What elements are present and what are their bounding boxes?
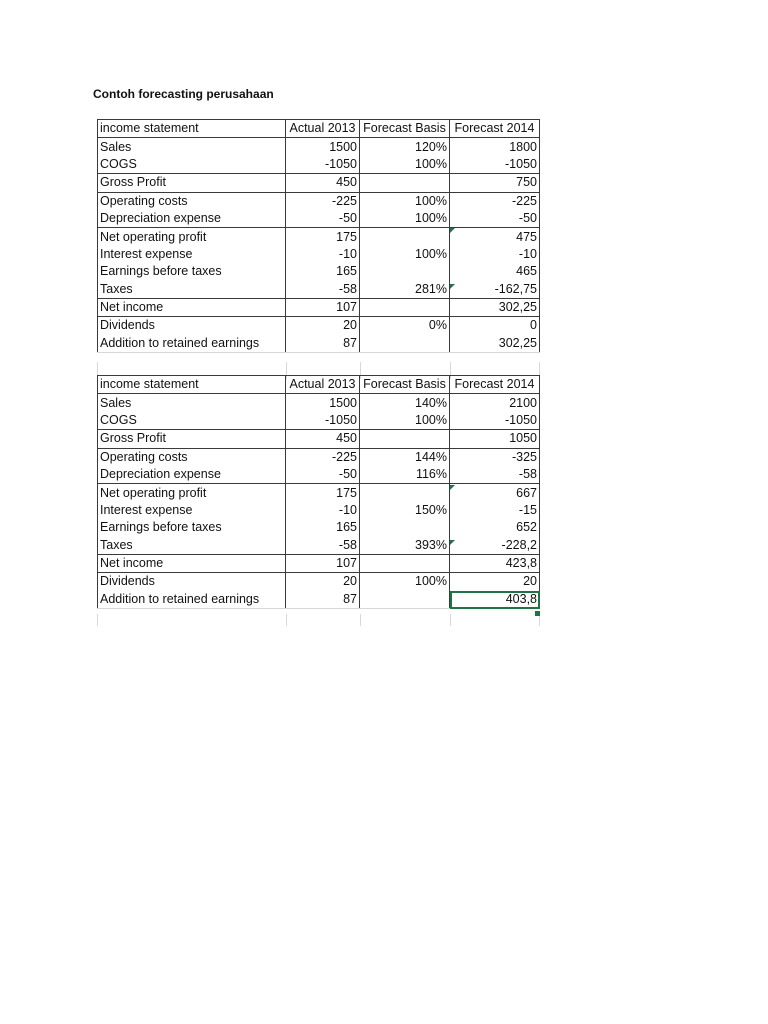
cell-label[interactable]: Earnings before taxes [98, 263, 286, 280]
cell-label[interactable]: Gross Profit [98, 174, 286, 192]
cell-actual-2013[interactable]: 165 [286, 519, 360, 536]
table-row [98, 210, 540, 228]
table-row [98, 591, 540, 609]
income-statement-table-2 [97, 375, 540, 609]
table-row [98, 554, 540, 572]
cell-actual-2013[interactable]: -50 [286, 466, 360, 484]
cell-forecast-2014[interactable]: -162,75 [450, 281, 540, 299]
cell-forecast-2014[interactable]: -325 [450, 448, 540, 466]
cell-forecast-basis[interactable] [360, 519, 450, 536]
cell-forecast-2014[interactable]: -50 [450, 210, 540, 228]
cell-actual-2013[interactable]: -50 [286, 210, 360, 228]
cell-forecast-basis[interactable]: 150% [360, 502, 450, 519]
cell-label[interactable]: Dividends [98, 573, 286, 591]
table-row [98, 228, 540, 246]
cell-forecast-basis[interactable] [360, 263, 450, 280]
cell-label[interactable]: Net income [98, 554, 286, 572]
cell-actual-2013[interactable]: 165 [286, 263, 360, 280]
cell-forecast-basis[interactable]: 0% [360, 317, 450, 335]
cell-label[interactable]: Depreciation expense [98, 466, 286, 484]
cell-forecast-2014[interactable]: 0 [450, 317, 540, 335]
cell-forecast-basis[interactable]: 100% [360, 246, 450, 263]
cell-actual-2013[interactable]: 87 [286, 335, 360, 353]
cell-forecast-2014[interactable]: 2100 [450, 394, 540, 412]
cell-label[interactable]: Interest expense [98, 502, 286, 519]
header-row [98, 120, 540, 138]
cell-forecast-2014[interactable]: -10 [450, 246, 540, 263]
cell-forecast-2014[interactable]: 475 [450, 228, 540, 246]
cell-forecast-2014[interactable]: 302,25 [450, 298, 540, 316]
cell-forecast-basis[interactable]: 100% [360, 210, 450, 228]
income-statement-table-1 [97, 119, 540, 353]
cell-forecast-2014[interactable]: 667 [450, 484, 540, 502]
table-row [98, 412, 540, 430]
cell-actual-2013[interactable]: -225 [286, 448, 360, 466]
cell-label[interactable]: Sales [98, 138, 286, 156]
cell-forecast-2014[interactable]: 1800 [450, 138, 540, 156]
table-row [98, 502, 540, 519]
cell-label[interactable]: Depreciation expense [98, 210, 286, 228]
cell-indicator-icon [450, 284, 455, 289]
cell-forecast-basis[interactable]: 393% [360, 537, 450, 555]
cell-actual-2013[interactable]: 1500 [286, 394, 360, 412]
cell-forecast-basis[interactable]: 100% [360, 192, 450, 210]
cell-forecast-2014[interactable]: 465 [450, 263, 540, 280]
cell-label[interactable]: Interest expense [98, 246, 286, 263]
cell-label[interactable]: Net income [98, 298, 286, 316]
table-row [98, 246, 540, 263]
cell-forecast-basis[interactable] [360, 554, 450, 572]
table-row [98, 484, 540, 502]
cell-label[interactable]: Net operating profit [98, 484, 286, 502]
cell-forecast-basis[interactable]: 100% [360, 573, 450, 591]
header-forecast-2014[interactable]: Forecast 2014 [450, 120, 540, 138]
table-row [98, 519, 540, 536]
cell-actual-2013[interactable]: -225 [286, 192, 360, 210]
table-row [98, 317, 540, 335]
header-row [98, 376, 540, 394]
document-title: Contoh forecasting perusahaan [93, 87, 274, 101]
cell-indicator-icon [450, 228, 455, 233]
cell-forecast-2014[interactable]: -1050 [450, 156, 540, 174]
cell-forecast-basis[interactable] [360, 174, 450, 192]
table-row [98, 298, 540, 316]
cell-actual-2013[interactable]: 87 [286, 591, 360, 609]
table-row [98, 573, 540, 591]
table-row [98, 192, 540, 210]
table-row [98, 156, 540, 174]
cell-actual-2013[interactable]: -1050 [286, 156, 360, 174]
cell-forecast-2014[interactable]: 423,8 [450, 554, 540, 572]
table-row [98, 448, 540, 466]
cell-forecast-2014[interactable]: 20 [450, 573, 540, 591]
cell-indicator-icon [450, 540, 455, 545]
cell-actual-2013[interactable]: 20 [286, 573, 360, 591]
cell-actual-2013[interactable]: 1500 [286, 138, 360, 156]
cell-label[interactable]: Operating costs [98, 192, 286, 210]
cell-actual-2013[interactable]: 20 [286, 317, 360, 335]
table-row [98, 281, 540, 299]
cell-forecast-2014[interactable]: 1050 [450, 430, 540, 448]
table-row [98, 466, 540, 484]
cell-indicator-icon [450, 485, 455, 490]
cell-forecast-basis[interactable]: 100% [360, 156, 450, 174]
header-forecast-2014[interactable]: Forecast 2014 [450, 376, 540, 394]
cell-forecast-basis[interactable]: 144% [360, 448, 450, 466]
cell-forecast-basis[interactable] [360, 335, 450, 353]
cell-forecast-basis[interactable]: 116% [360, 466, 450, 484]
header-actual-2013[interactable]: Actual 2013 [286, 120, 360, 138]
cell-actual-2013[interactable]: -58 [286, 281, 360, 299]
cell-actual-2013[interactable]: -10 [286, 502, 360, 519]
cell-label[interactable]: Addition to retained earnings [98, 591, 286, 609]
cell-actual-2013[interactable]: 450 [286, 174, 360, 192]
cell-label[interactable]: Net operating profit [98, 228, 286, 246]
cell-forecast-2014[interactable]: 750 [450, 174, 540, 192]
cell-forecast-basis[interactable]: 120% [360, 138, 450, 156]
header-actual-2013[interactable]: Actual 2013 [286, 376, 360, 394]
cell-forecast-2014[interactable]: 302,25 [450, 335, 540, 353]
selected-cell[interactable]: 403,8 [450, 591, 540, 609]
cell-forecast-2014[interactable]: -1050 [450, 412, 540, 430]
cell-label[interactable]: Sales [98, 394, 286, 412]
table-row [98, 335, 540, 353]
table-row [98, 394, 540, 412]
cell-actual-2013[interactable]: 450 [286, 430, 360, 448]
fill-handle[interactable] [535, 611, 540, 616]
cell-forecast-2014[interactable]: -225 [450, 192, 540, 210]
header-income-statement[interactable]: income statement [98, 376, 286, 394]
cell-actual-2013[interactable]: 175 [286, 228, 360, 246]
cell-actual-2013[interactable]: 107 [286, 554, 360, 572]
cell-forecast-2014[interactable]: -228,2 [450, 537, 540, 555]
cell-actual-2013[interactable]: 175 [286, 484, 360, 502]
cell-label[interactable]: Addition to retained earnings [98, 335, 286, 353]
cell-actual-2013[interactable]: -58 [286, 537, 360, 555]
table-row [98, 138, 540, 156]
table-row [98, 263, 540, 280]
table-row [98, 174, 540, 192]
cell-label[interactable]: Operating costs [98, 448, 286, 466]
cell-forecast-basis[interactable]: 140% [360, 394, 450, 412]
cell-actual-2013[interactable]: -10 [286, 246, 360, 263]
cell-label[interactable]: Dividends [98, 317, 286, 335]
cell-label[interactable]: Earnings before taxes [98, 519, 286, 536]
cell-forecast-basis[interactable]: 100% [360, 412, 450, 430]
cell-forecast-basis[interactable]: 281% [360, 281, 450, 299]
cell-forecast-2014[interactable]: -15 [450, 502, 540, 519]
cell-forecast-basis[interactable] [360, 228, 450, 246]
cell-forecast-basis[interactable] [360, 484, 450, 502]
cell-forecast-basis[interactable] [360, 298, 450, 316]
cell-label[interactable]: Taxes [98, 281, 286, 299]
header-forecast-basis[interactable]: Forecast Basis [360, 376, 450, 394]
header-forecast-basis[interactable]: Forecast Basis [360, 120, 450, 138]
header-income-statement[interactable]: income statement [98, 120, 286, 138]
table-row [98, 430, 540, 448]
spreadsheet-gridlines [97, 614, 540, 626]
cell-forecast-2014[interactable]: 652 [450, 519, 540, 536]
cell-label[interactable]: COGS [98, 412, 286, 430]
cell-actual-2013[interactable]: 107 [286, 298, 360, 316]
cell-forecast-basis[interactable] [360, 591, 450, 609]
cell-actual-2013[interactable]: -1050 [286, 412, 360, 430]
cell-label[interactable]: Gross Profit [98, 430, 286, 448]
cell-forecast-basis[interactable] [360, 430, 450, 448]
cell-forecast-2014[interactable]: -58 [450, 466, 540, 484]
cell-label[interactable]: Taxes [98, 537, 286, 555]
cell-label[interactable]: COGS [98, 156, 286, 174]
table-row [98, 537, 540, 555]
